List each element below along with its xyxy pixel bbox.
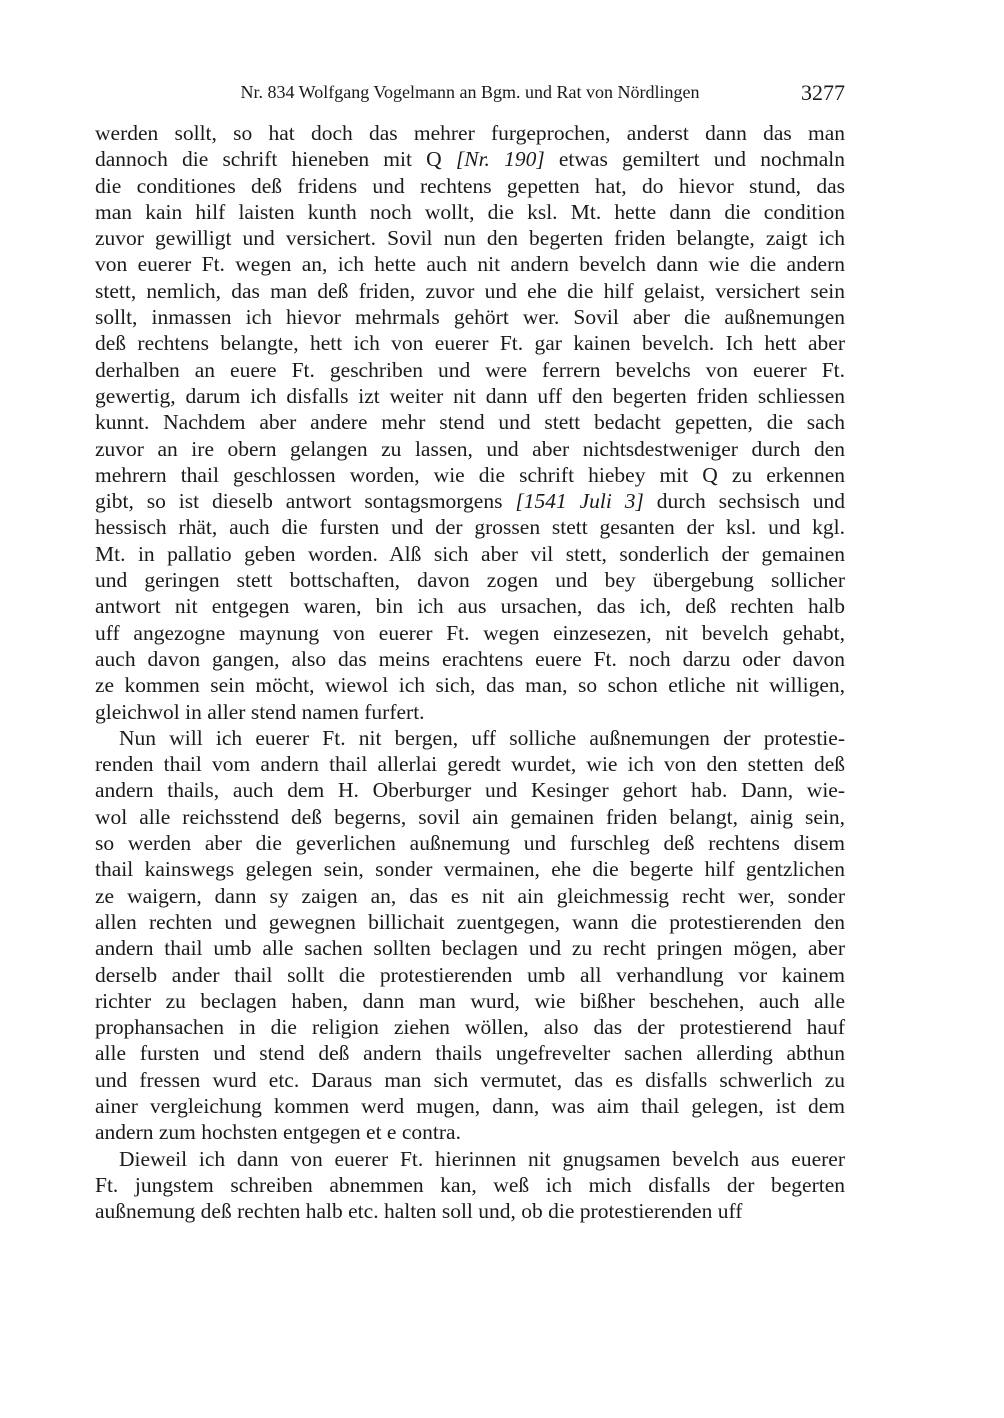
text-line [95,988,845,1014]
paragraph [95,1146,845,1225]
text-line [95,146,845,172]
text-segment: andern zum hochsten entgegen et e contra. [95,1120,461,1145]
text-line [95,804,845,830]
body-text [95,120,845,1224]
text-line [95,962,845,988]
text-line [95,777,845,803]
text-line [95,935,845,961]
text-segment: ainer vergleichung kommen werd mugen, dann, was aim thail gelegen, ist dem [95,1093,845,1118]
text-segment: dannoch die schrift hieneben mit Q [95,147,456,172]
text-line [95,436,845,462]
text-segment: sollt, inmassen ich hievor mehrmals gehört wer. Sovil aber die außnemungen [95,305,845,330]
text-line [95,173,845,199]
text-line [95,1119,845,1145]
text-line [95,1040,845,1066]
text-line [95,1198,845,1224]
text-line [95,1067,845,1093]
text-segment: richter zu beclagen haben, dann man wurd, wie bißher beschehen, auch alle [95,988,845,1013]
text-line [95,725,845,751]
text-line [95,856,845,882]
text-line [95,383,845,409]
text-segment: gewertig, darum ich disfalls izt weiter nit dann uff den begerten friden schliessen [95,383,845,408]
text-segment: prophansachen in die religion ziehen wöllen, also das der protestierend hauf [95,1015,845,1040]
text-segment: andern thails, auch dem H. Oberburger und Kesinger gehort hab. Dann, wie- [95,778,845,803]
text-line [95,278,845,304]
text-segment: zuvor an ire obern gelangen zu lassen, und aber nichtsdestweniger durch den [95,436,845,461]
text-segment: antwort nit entgegen waren, bin ich aus ursachen, das ich, deß rechten halb [95,594,845,619]
text-segment: alle fursten und stend deß andern thails ungefrevelter sachen allerding abthun [95,1041,845,1066]
text-line [95,1093,845,1119]
text-segment: und fressen wurd etc. Daraus man sich vermutet, das es disfalls schwerlich zu [95,1067,845,1092]
text-line [95,1172,845,1198]
text-line [95,199,845,225]
text-line [95,357,845,383]
running-head-title: Nr. 834 Wolfgang Vogelmann an Bgm. und Rat von Nördlingen [240,82,700,102]
text-line [95,699,845,725]
running-head [95,80,845,108]
text-segment: und geringen stett bottschaften, davon zogen und bey übergebung sollicher [95,568,845,593]
text-line [95,1014,845,1040]
text-line [95,225,845,251]
text-segment: Dieweil ich dann von euerer Ft. hierinnen nit gnugsamen bevelch aus euerer [119,1146,845,1171]
editorial-reference: [1541 Juli 3] [515,489,644,514]
text-line [95,646,845,672]
text-segment: Ft. jungstem schreiben abnemmen kan, weß ich mich disfalls der begerten [95,1172,845,1197]
text-segment: von euerer Ft. wegen an, ich hette auch nit andern bevelch dann wie die andern [95,252,845,277]
text-segment: mehrern thail geschlossen worden, wie die schrift hiebey mit Q zu erkennen [95,462,845,487]
text-segment: durch sechsisch und [643,489,846,514]
text-line [95,909,845,935]
text-segment: andern thail umb alle sachen sollten beclagen und zu recht pringen mögen, aber [95,936,845,961]
text-segment: stett, nemlich, das man deß friden, zuvor und ehe die hilf gelaist, versichert sein [95,278,845,303]
text-segment: uff angezogne maynung von euerer Ft. wegen einzesezen, nit bevelch gehabt, [95,620,845,645]
text-segment: werden sollt, so hat doch das mehrer furgeprochen, anderst dann das man [95,121,845,145]
text-segment: wol alle reichsstend deß begerns, sovil ain gemainen friden belangt, ainig sein, [95,804,845,829]
text-line [95,488,845,514]
text-segment: man kain hilf laisten kunth noch wollt, die ksl. Mt. hette dann die condition [95,199,845,224]
text-segment: kunnt. Nachdem aber andere mehr stend und stett bedacht gepetten, die sach [95,410,845,435]
text-line [95,409,845,435]
text-segment: so werden aber die geverlichen außnemung und furschleg deß rechtens disem [95,831,845,856]
text-segment: hessisch rhät, auch die fursten und der grossen stett gesanten der ksl. und kgl. [95,515,845,540]
text-line [95,1146,845,1172]
text-segment: deß rechtens belangte, hett ich von euerer Ft. gar kainen bevelch. Ich hett aber [95,331,845,356]
text-line [95,751,845,777]
text-line [95,251,845,277]
text-segment: allen rechten und gewegnen billichait zuentgegen, wann die protestierenden den [95,909,845,934]
text-segment: etwas gemiltert und nochmaln [544,147,845,172]
text-line [95,830,845,856]
text-segment: ze kommen sein möcht, wiewol ich sich, das man, so schon etliche nit willigen, [95,673,845,698]
text-segment: Mt. in pallatio geben worden. Alß sich aber vil stett, sonderlich der gemainen [95,541,845,566]
text-segment: derhalben an euere Ft. geschriben und were ferrern bevelchs von euerer Ft. [95,357,845,382]
text-line [95,672,845,698]
text-segment: renden thail vom andern thail allerlai geredt wurdet, wie ich von den stetten deß [95,752,845,777]
text-segment: außnemung deß rechten halb etc. halten soll und, ob die protestierenden uff [95,1199,743,1224]
text-segment: thail kainswegs gelegen sein, sonder vermainen, ehe die begerte hilf gentzlichen [95,857,845,882]
text-segment: ze waigern, dann sy zaigen an, das es nit ain gleichmessig recht wer, sonder [95,883,845,908]
text-segment: zuvor gewilligt und versichert. Sovil nun den begerten friden belangte, zaigt ich [95,226,845,251]
text-line [95,883,845,909]
text-line [95,541,845,567]
text-line [95,620,845,646]
text-segment: auch davon gangen, also das meins erachtens euere Ft. noch darzu oder davon [95,646,845,671]
text-line [95,304,845,330]
paragraph [95,120,845,725]
text-line [95,514,845,540]
text-segment: die conditiones deß fridens und rechtens gepetten hat, do hievor stund, das [95,173,845,198]
text-segment: derselb ander thail sollt die protestierenden umb all verhandlung vor kainem [95,962,845,987]
text-line [95,593,845,619]
text-line [95,462,845,488]
text-line [95,330,845,356]
text-line [95,567,845,593]
paragraph [95,725,845,1146]
text-segment: gibt, so ist dieselb antwort sontagsmorgens [95,489,516,514]
page-number: 3277 [801,80,845,105]
text-line [95,120,845,146]
text-segment: gleichwol in aller stend namen furfert. [95,699,425,724]
text-segment: Nun will ich euerer Ft. nit bergen, uff solliche außnemungen der protestie- [119,725,845,750]
editorial-reference: [Nr. 190] [455,147,545,172]
